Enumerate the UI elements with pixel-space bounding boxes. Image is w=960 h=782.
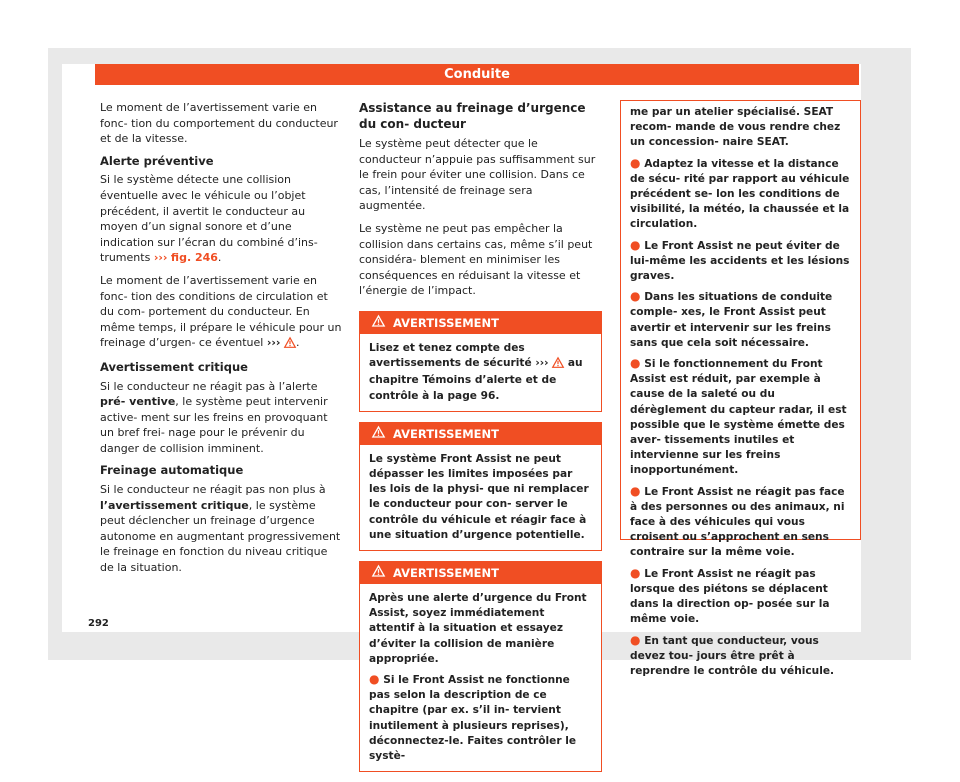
column-left [100,100,343,583]
warning-triangle-icon[interactable] [552,357,564,373]
heading-avertissement-critique: Avertissement critique [100,359,248,374]
paragraph-assistance-2: Le système ne peut pas empêcher la collision dans certains cas, même s’il peut considéra- blement en minimiser les conséquences en réduisant la vitesse et l’énergie de l’impact. [359,221,593,298]
warning-triangle-icon[interactable] [284,337,296,353]
bullet-dot-icon: ● [630,632,641,647]
warning-bullet: ● Si le fonctionnement du Front Assist est réduit, par exemple à cause de la saleté ou du dérèglement du capteur radar, il est possible que le système émette des aver- tissements inutiles et intervienne sur les freins inopportunément. [630,356,847,477]
column-right [620,100,861,677]
paragraph-intro: Le moment de l’avertissement varie en fonc- tion du comportement du conducteur et de la vitesse. [100,101,338,146]
paragraph-avertissement-critique: Si le conducteur ne réagit pas à l’alerte pré- ventive, le système peut intervenir active- ment sur les freins en provoquant un bref frei- nage pour le prévenir du danger de collision imminent. [100,379,328,455]
warning-bullet: ● En tant que conducteur, vous devez tou- jours être prêt à reprendre le contrôle du véhicule. [630,632,835,677]
warning-triangle-icon [372,562,385,584]
heading-alerte-preventive: Alerte préventive [100,153,214,168]
warning-bullet: ● Adaptez la vitesse et la distance de sécu- rité par rapport au véhicule précédent se- lon les conditions de visibilité, la météo, la chaussée et la circulation. [630,155,850,231]
heading-freinage-automatique: Freinage automatique [100,463,244,478]
section-header: Conduite [95,64,859,85]
warning-text: Le système Front Assist ne peut dépasser les limites imposées par les lois de la physi- que ni remplacer le conducteur pour con- server le contrôle du véhicule et réagir face à une situation d’urgence potentielle. [369,452,589,541]
warning-box-continued [620,100,861,677]
arrow-ref: ››› [153,251,168,265]
warning-box-header: AVERTISSEMENT [360,423,601,445]
warning-box-header: AVERTISSEMENT [360,562,601,584]
bullet-dot-icon: ● [630,483,641,498]
bullet-dot-icon: ● [630,565,641,580]
bullet-dot-icon: ● [369,671,380,686]
heading-assistance-freinage: Assistance au freinage d’urgence du con- ducteur [359,101,586,131]
warning-bullet: ● Le Front Assist ne réagit pas lorsque des piétons se déplacent dans la direction op- posée sur la même voie. [630,565,830,626]
bullet-dot-icon: ● [630,289,641,304]
arrow-ref: ››› [266,336,281,350]
paragraph-alerte-preventive: Si le système détecte une collision éventuelle avec le véhicule ou l’objet précédent, il avertit le conducteur au moyen d’un signal sonore et d’une indication sur l’écran du combiné d’ins- truments ››› fig. 246. [100,173,318,265]
warning-box-1 [359,311,602,412]
page-number: 292 [88,618,109,629]
warning-bullet: ● Dans les situations de conduite comple- xes, le Front Assist peut avertir et intervenir sur les freins sans que cela soit nécessaire. [630,289,833,349]
warning-text: Après une alerte d’urgence du Front Assist, soyez immédiatement attentif à la situation et essayez d’éviter la collision de manière appropriée. [369,591,587,665]
warning-bullet: ● Le Front Assist ne réagit pas face à des personnes ou des animaux, ni face à des véhicules qui vous croisent ou s’approchent en sens contraire sur la même voie. [630,483,845,559]
warning-bullet: ● Si le Front Assist ne fonctionne pas selon la description de ce chapitre (par ex. s’il in- tervient inutilement à plusieurs reprises), déconnectez-le. Faites contrôler le systè- [369,671,577,762]
warning-box-2 [359,422,602,551]
paragraph-assistance-1: Le système peut détecter que le conducteur n’appuie pas suffisamment sur le frein pour éviter une collision. Dans ce cas, l’intensité de freinage sera augmentée. [359,137,596,213]
warning-triangle-icon [372,423,385,445]
warning-box-3 [359,561,602,772]
column-middle [359,100,602,782]
warning-bullet: ● Le Front Assist ne peut éviter de lui-même les accidents et les lésions graves. [630,237,850,283]
bullet-dot-icon: ● [630,356,641,371]
figure-link[interactable]: fig. 246 [170,251,218,265]
bullet-dot-icon: ● [630,237,641,252]
paragraph-timing: Le moment de l’avertissement varie en fonc- tion des conditions de circulation et du com- portement du conducteur. En même temps, il prépare le véhicule pour un freinage d’urgen- ce éventuel ››› . [100,273,343,353]
warning-triangle-icon [372,312,385,334]
warning-text-continued: me par un atelier spécialisé. SEAT recom- mande de vous rendre chez un concession- naire SEAT. [630,106,841,149]
warning-text: Lisez et tenez compte des avertissements de sécurité ››› au chapitre Témoins d’alerte et de contrôle à la page 96. [369,341,583,402]
warning-box-header: AVERTISSEMENT [360,312,601,334]
bullet-dot-icon: ● [630,155,641,170]
paragraph-freinage-automatique: Si le conducteur ne réagit pas non plus à l’avertissement critique, le système peut déclencher un freinage d’urgence autonome en augmentant progressivement le freinage en fonction du niveau critique de la situation. [100,483,341,575]
